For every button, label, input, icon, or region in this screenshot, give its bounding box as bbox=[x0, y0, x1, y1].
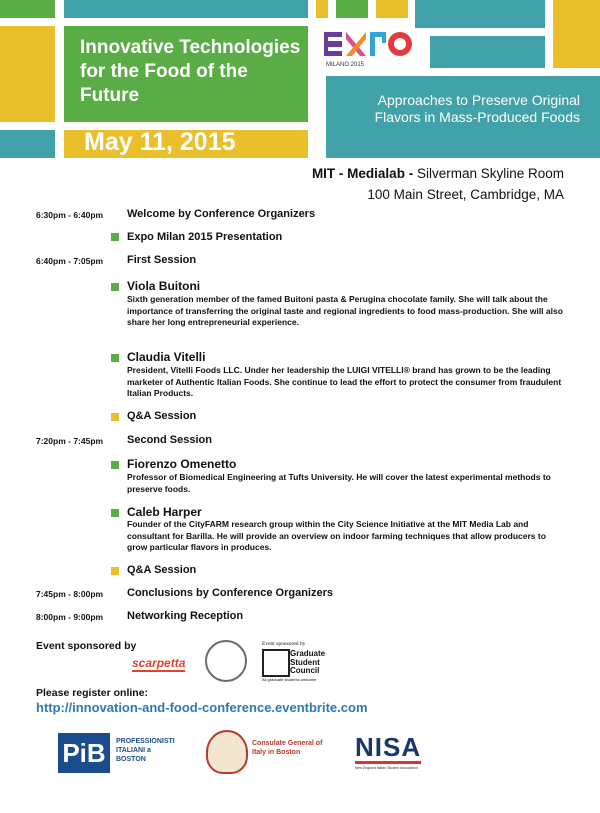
bullet-square-icon bbox=[111, 413, 119, 421]
agenda-conclusions: Conclusions by Conference Organizers bbox=[127, 587, 333, 599]
sponsors-title: Event sponsored by bbox=[36, 640, 137, 652]
speaker-description: President, Vitelli Foods LLC. Under her leadership the LUIGI VITELLI® brand has grown to be the leading marketer of Authentic Italian Foods. She continue to lead the effort to protect the consumer from fraudulent Italian Products. bbox=[127, 365, 562, 398]
nisa-subtitle: New England Italian Student Association bbox=[355, 766, 418, 770]
speaker-name: Caleb Harper bbox=[127, 505, 202, 519]
italy-emblem-icon bbox=[206, 730, 248, 774]
expo-subtitle: MILANO 2015 bbox=[326, 62, 365, 68]
conference-date: May 11, 2015 bbox=[84, 128, 236, 156]
gsc-tagline: All graduate students welcome bbox=[262, 677, 317, 682]
venue-name: MIT - Medialab - bbox=[311, 166, 414, 181]
bullet-square-icon bbox=[111, 567, 119, 575]
time-second-session: 7:20pm - 7:45pm bbox=[36, 436, 104, 446]
nisa-logo bbox=[355, 732, 421, 770]
bullet-square-icon bbox=[111, 354, 119, 362]
bullet-square-icon bbox=[111, 509, 119, 517]
time-welcome: 6:30pm - 6:40pm bbox=[36, 210, 104, 220]
agenda-first-session: First Session bbox=[127, 254, 197, 266]
speaker-name: Fiorenzo Omenetto bbox=[127, 457, 237, 471]
agenda-networking: Networking Reception bbox=[127, 610, 244, 622]
bullet-square-icon bbox=[111, 283, 119, 291]
gsc-name: Graduate Student Council bbox=[290, 649, 326, 675]
speaker-description: Professor of Biomedical Engineering at Tufts University. He will cover the latest experimental methods to preserve foods. bbox=[127, 472, 551, 494]
agenda-expo-presentation: Expo Milan 2015 Presentation bbox=[127, 231, 283, 243]
time-networking: 8:00pm - 9:00pm bbox=[36, 612, 104, 622]
conference-subtitle: Approaches to Preserve Original Flavors in Mass-Produced Foods bbox=[374, 92, 580, 125]
time-first-session: 6:40pm - 7:05pm bbox=[36, 256, 104, 266]
venue-room: Silverman Skyline Room bbox=[413, 166, 564, 181]
gsc-caption: Event sponsored by bbox=[262, 641, 306, 647]
speaker-name: Claudia Vitelli bbox=[127, 350, 206, 364]
nisa-wordmark: NISA bbox=[355, 732, 422, 762]
speaker-description: Founder of the CityFARM research group within the City Science Initiative at the MIT Media Lab and consultant for Barilla. He will provide an overview on indoor farming techniques that allow producers to grow particular flavors in produces. bbox=[127, 519, 546, 552]
register-title: Please register online: bbox=[36, 687, 149, 699]
venue-address: 100 Main Street, Cambridge, MA bbox=[367, 187, 564, 202]
gsc-logo-icon bbox=[262, 649, 290, 677]
bullet-square-icon bbox=[111, 233, 119, 241]
time-conclusions: 7:45pm - 8:00pm bbox=[36, 589, 104, 599]
pib-name: PROFESSIONISTI ITALIANI a BOSTON bbox=[116, 738, 175, 763]
speaker-name: Viola Buitoni bbox=[127, 279, 201, 293]
pib-logo-mark: PiB bbox=[58, 733, 110, 773]
conference-title: Innovative Technologies for the Food of the Future bbox=[80, 37, 301, 106]
register-link[interactable]: http://innovation-and-food-conference.eventbrite.com bbox=[36, 700, 368, 715]
consulate-name: Consulate General of Italy in Boston bbox=[252, 740, 323, 756]
bullet-square-icon bbox=[111, 461, 119, 469]
venue-line bbox=[312, 166, 564, 181]
speaker-description: Sixth generation member of the famed Buitoni pasta & Perugina chocolate family. She will talk about the importance of transferring the original taste and regional ingredients to food mass-production. She will also share her long entrepreneurial experience. bbox=[127, 294, 563, 327]
expo-milano-logo-icon bbox=[322, 28, 414, 60]
agenda-qa: Q&A Session bbox=[127, 564, 197, 576]
agenda-welcome: Welcome by Conference Organizers bbox=[127, 208, 316, 220]
slow-food-logo-icon bbox=[205, 640, 247, 682]
scarpetta-logo: scarpetta bbox=[132, 656, 186, 670]
agenda-qa: Q&A Session bbox=[127, 410, 197, 422]
agenda-second-session: Second Session bbox=[127, 434, 212, 446]
